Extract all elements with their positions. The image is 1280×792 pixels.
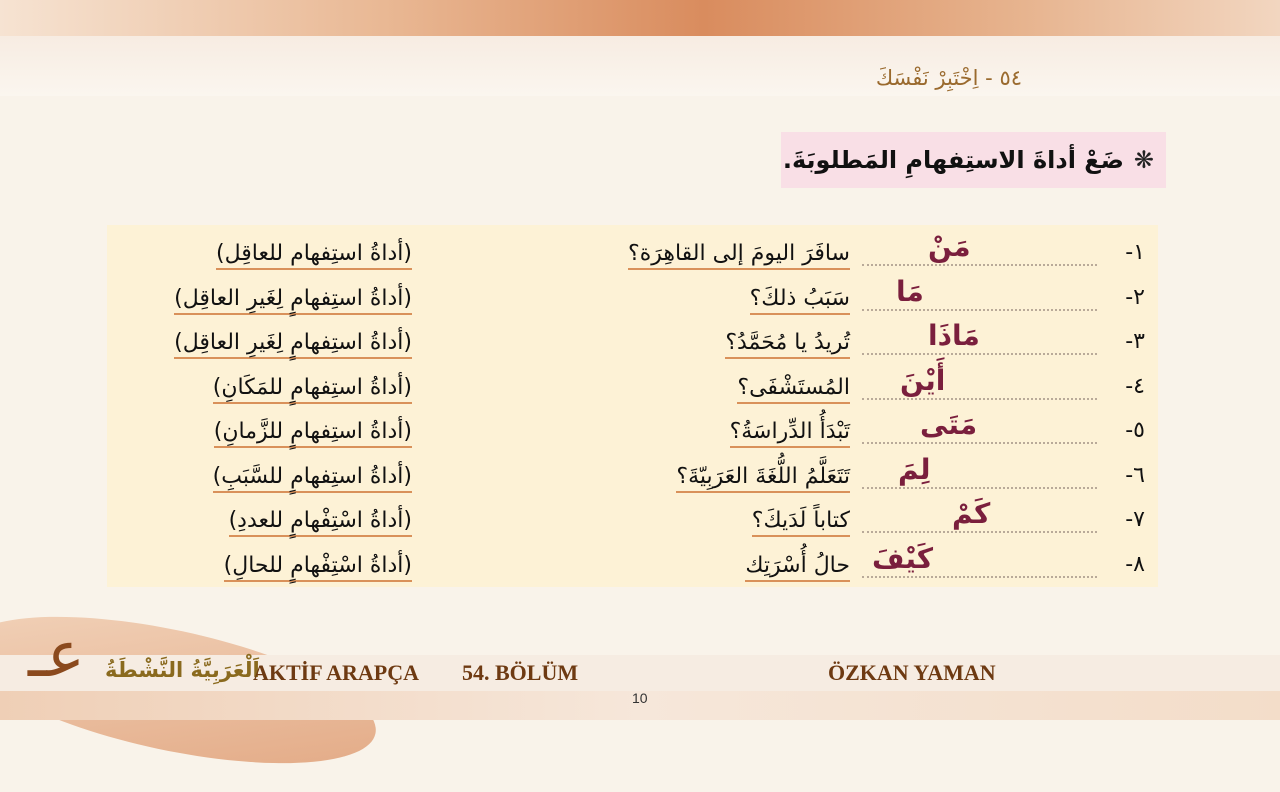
item-number: ٤- xyxy=(1125,373,1145,399)
answer-blank xyxy=(862,398,1097,400)
answer-blank xyxy=(862,442,1097,444)
exercise-row xyxy=(0,452,1280,501)
course-name: AKTİF ARAPÇA xyxy=(253,660,420,685)
hint-description: (أداةُ اسْتِفْهامٍ للعددِ) xyxy=(229,507,412,537)
hint-description: (أداةُ استِفهامٍ لِغَيرِ العاقِل) xyxy=(174,329,412,359)
answer-word: مَا xyxy=(896,274,924,308)
item-number: ٢- xyxy=(1125,284,1145,310)
header-band xyxy=(0,36,1280,96)
answer-blank xyxy=(862,576,1097,578)
answer-blank xyxy=(862,487,1097,489)
exercise-row xyxy=(0,408,1280,456)
instruction-box xyxy=(781,132,1166,188)
exercise-row xyxy=(0,319,1280,367)
logo-icon: عـ xyxy=(28,618,85,692)
lesson-title: ٥٤ - اِخْتَبِرْ نَفْسَكَ xyxy=(875,66,1022,90)
answer-word: مَاذَا xyxy=(928,319,980,352)
item-number: ٣- xyxy=(1125,329,1145,354)
hint-description: (أداةُ استِفهامٍ للمَكَانِ) xyxy=(213,374,412,404)
item-number: ٨- xyxy=(1125,551,1145,577)
question-sentence: حالُ أُسْرَتِك xyxy=(745,552,850,582)
chapter-label: 54. BÖLÜM xyxy=(462,660,579,685)
item-number: ١- xyxy=(1125,240,1145,265)
top-banner xyxy=(0,0,1280,36)
answer-word: مَتَى xyxy=(920,408,978,441)
hint-description: (أداةُ استِفهامٍ للسَّبَبِ) xyxy=(213,463,412,493)
answer-word: كَيْفَ xyxy=(872,541,934,575)
exercise-row xyxy=(0,541,1280,590)
question-sentence: المُستَشْفَى؟ xyxy=(737,374,850,404)
answer-blank xyxy=(862,531,1097,533)
brand-arabic: اَلْعَرَبِيَّةُ النَّشْطَةُ xyxy=(105,658,260,682)
hint-description: (أداةُ استِفهام للعاقِل) xyxy=(216,240,412,270)
answer-word: كَمْ xyxy=(952,497,991,530)
answer-blank xyxy=(862,353,1097,355)
question-sentence: تَبْدَأُ الدِّراسَةُ؟ xyxy=(730,418,850,448)
item-number: ٥- xyxy=(1125,418,1145,443)
question-sentence: تَتَعَلَّمُ اللُّغَةَ العَرَبِيّةَ؟ xyxy=(676,463,850,493)
exercise-row xyxy=(0,497,1280,545)
answer-blank xyxy=(862,264,1097,266)
author-name: ÖZKAN YAMAN xyxy=(828,660,996,685)
question-sentence: تُريدُ يا مُحَمَّدُ؟ xyxy=(725,329,850,359)
question-sentence: سافَرَ اليومَ إلى القاهِرَة؟ xyxy=(628,240,850,270)
answer-word: أَيْنَ xyxy=(900,363,946,397)
instruction-text: ضَعْ أداةَ الاستِفهامِ المَطلوبَةَ. xyxy=(782,146,1124,174)
exercise-row xyxy=(0,363,1280,412)
hint-description: (أداةُ استِفهامٍ لِغَيرِ العاقِل) xyxy=(174,285,412,315)
page-number: 10 xyxy=(632,690,648,706)
item-number: ٧- xyxy=(1125,507,1145,532)
hint-description: (أداةُ استِفهامٍ للزَّمانِ) xyxy=(214,418,412,448)
star-icon: ❋ xyxy=(1133,146,1154,174)
exercise-row xyxy=(0,274,1280,323)
answer-blank xyxy=(862,309,1097,311)
question-sentence: سَبَبُ ذلكَ؟ xyxy=(750,285,850,315)
exercise-row xyxy=(0,230,1280,278)
hint-description: (أداةُ اسْتِفْهامٍ للحالِ) xyxy=(224,552,412,582)
answer-word: مَنْ xyxy=(928,230,971,263)
question-sentence: كتاباً لَدَيكَ؟ xyxy=(752,507,850,537)
item-number: ٦- xyxy=(1125,462,1145,488)
answer-word: لِمَ xyxy=(898,452,931,486)
